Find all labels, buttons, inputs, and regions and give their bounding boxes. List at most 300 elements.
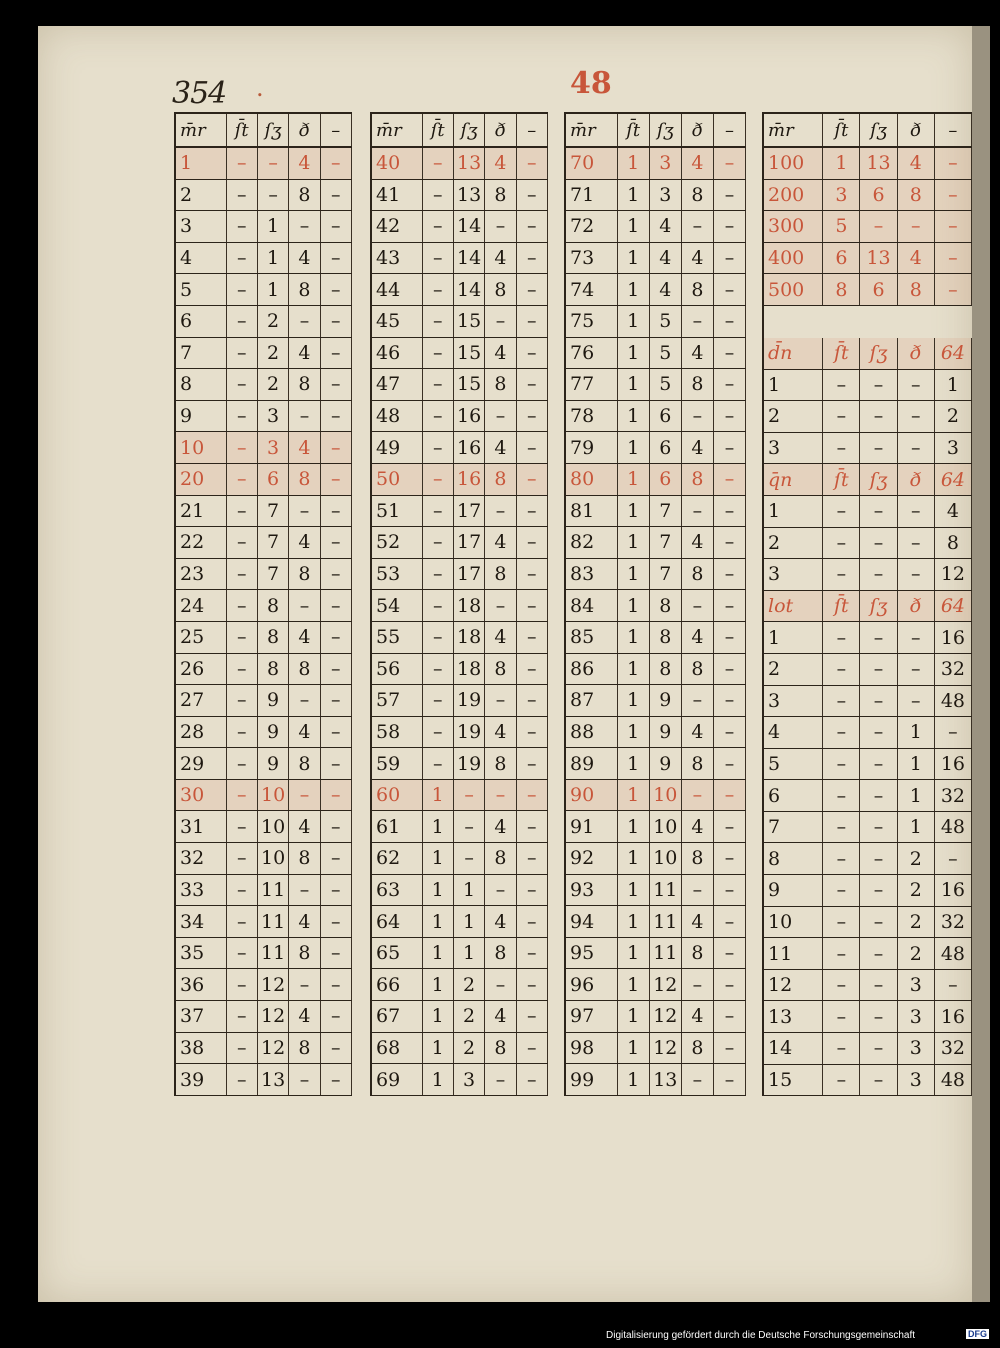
table-cell: 4 <box>485 338 516 369</box>
table-cell: ſʒ <box>860 338 897 369</box>
table-row <box>566 780 746 812</box>
table-cell: 1 <box>618 875 650 906</box>
table-cell: 89 <box>566 748 618 779</box>
table-cell: 4 <box>898 148 935 179</box>
table-row <box>176 401 352 433</box>
table-cell: 2 <box>258 306 289 337</box>
table-row <box>566 274 746 306</box>
table-cell: 10 <box>258 811 289 842</box>
table-cell: – <box>714 780 746 811</box>
table-cell: – <box>682 1064 714 1095</box>
table-cell: 10 <box>258 780 289 811</box>
table-cell: – <box>898 370 935 401</box>
table-cell: 1 <box>618 274 650 305</box>
table-cell: – <box>321 748 352 779</box>
table-cell: 1 <box>454 938 485 969</box>
table-cell: – <box>227 843 258 874</box>
table-cell: 4 <box>682 811 714 842</box>
table-cell: 1 <box>618 527 650 558</box>
table-cell: – <box>517 306 548 337</box>
table-cell: 1 <box>618 338 650 369</box>
table-cell: 8 <box>682 369 714 400</box>
table-cell: – <box>823 686 860 717</box>
table-row <box>176 938 352 970</box>
table-cell: 48 <box>935 686 972 717</box>
table-cell: – <box>321 906 352 937</box>
table-cell: – <box>823 938 860 969</box>
header-cell: ſ̄t <box>618 114 650 146</box>
table-row <box>566 969 746 1001</box>
table-cell: – <box>714 274 746 305</box>
table-row <box>764 496 972 528</box>
table-cell: 14 <box>454 243 485 274</box>
table-cell: 3 <box>454 1064 485 1095</box>
table-cell: 9 <box>764 875 823 906</box>
table-cell: – <box>860 686 897 717</box>
table-cell: – <box>823 559 860 590</box>
table-cell: 8 <box>650 654 682 685</box>
table-cell: 7 <box>650 559 682 590</box>
table-row <box>764 148 972 180</box>
table-cell: – <box>823 812 860 843</box>
table-cell: ſ̄t <box>823 464 860 495</box>
table-cell: – <box>423 559 454 590</box>
table-cell: – <box>823 970 860 1001</box>
table-row <box>176 906 352 938</box>
table-row <box>566 938 746 970</box>
table-cell: – <box>227 496 258 527</box>
table-cell: 2 <box>898 907 935 938</box>
table-cell: 34 <box>176 906 227 937</box>
table-cell: 1 <box>423 780 454 811</box>
table-cell: – <box>289 780 320 811</box>
table-cell: – <box>423 527 454 558</box>
table-cell: 11 <box>764 938 823 969</box>
table-row <box>566 180 746 212</box>
table-cell: 8 <box>289 180 320 211</box>
table-cell: – <box>682 401 714 432</box>
table-cell: – <box>321 306 352 337</box>
table-cell: – <box>682 496 714 527</box>
table-cell: 1 <box>618 243 650 274</box>
table-cell: 99 <box>566 1064 618 1095</box>
table-cell: 13 <box>454 180 485 211</box>
table-cell: 8 <box>258 654 289 685</box>
table-cell: 1 <box>618 369 650 400</box>
table-cell: – <box>289 306 320 337</box>
table-cell: 1 <box>618 306 650 337</box>
table-cell: 13 <box>650 1064 682 1095</box>
table-row <box>764 875 972 907</box>
table-cell: – <box>321 274 352 305</box>
table-cell: 4 <box>935 496 972 527</box>
table-cell: 7 <box>650 527 682 558</box>
table-cell: – <box>898 401 935 432</box>
table-row <box>176 622 352 654</box>
table-cell: 91 <box>566 811 618 842</box>
table-cell: 61 <box>372 811 423 842</box>
table-cell: – <box>517 369 548 400</box>
table-cell: 24 <box>176 590 227 621</box>
table-cell: 11 <box>258 906 289 937</box>
table-cell: – <box>321 148 352 179</box>
table-cell: – <box>423 654 454 685</box>
table-cell: 1 <box>618 969 650 1000</box>
table-cell: 93 <box>566 875 618 906</box>
table-cell: – <box>321 559 352 590</box>
table-cell: 88 <box>566 717 618 748</box>
table-cell: 1 <box>823 148 860 179</box>
table-cell: 4 <box>485 622 516 653</box>
table-cell: – <box>485 401 516 432</box>
table-cell: – <box>860 1065 897 1096</box>
table-row <box>566 1001 746 1033</box>
table-cell: 8 <box>935 528 972 559</box>
table-cell: – <box>860 717 897 748</box>
table-row <box>764 970 972 1002</box>
table-cell: 84 <box>566 590 618 621</box>
table-cell: 8 <box>289 654 320 685</box>
table-cell: 1 <box>618 811 650 842</box>
table-cell: 16 <box>935 749 972 780</box>
table-cell: – <box>823 1033 860 1064</box>
table-cell: q̄n <box>764 464 823 495</box>
table-cell: – <box>714 875 746 906</box>
table-cell: 42 <box>372 211 423 242</box>
table-cell: – <box>321 211 352 242</box>
table-cell: – <box>423 717 454 748</box>
table-row <box>176 654 352 686</box>
page-number: 354 <box>172 76 227 111</box>
table-row <box>566 464 746 496</box>
table-cell: – <box>517 464 548 495</box>
table-cell: 3 <box>935 433 972 464</box>
table-cell: – <box>898 496 935 527</box>
folio-number: 48 <box>570 66 612 101</box>
table-row <box>566 148 746 180</box>
table-cell: 90 <box>566 780 618 811</box>
header-cell: ð <box>289 114 320 146</box>
table-cell: 4 <box>289 432 320 463</box>
table-cell: – <box>517 748 548 779</box>
table-row <box>764 780 972 812</box>
table-row <box>176 496 352 528</box>
table-cell: 66 <box>372 969 423 1000</box>
page-edge <box>972 26 990 1302</box>
table-cell: 1 <box>764 622 823 653</box>
table-cell: – <box>321 717 352 748</box>
table-cell: 22 <box>176 527 227 558</box>
table-row <box>372 243 548 275</box>
table-cell: – <box>485 685 516 716</box>
table-cell: – <box>714 180 746 211</box>
table-cell: 1 <box>764 496 823 527</box>
table-cell: 2 <box>764 401 823 432</box>
table-cell: – <box>454 780 485 811</box>
table-cell: – <box>517 211 548 242</box>
table-cell: 77 <box>566 369 618 400</box>
table-cell: – <box>289 590 320 621</box>
table-cell: 64 <box>935 591 972 622</box>
table-cell: 11 <box>258 938 289 969</box>
table-cell: – <box>423 180 454 211</box>
table-cell: 11 <box>650 938 682 969</box>
table-cell: – <box>227 622 258 653</box>
table-row <box>372 527 548 559</box>
table-cell: – <box>227 369 258 400</box>
table-cell: – <box>517 622 548 653</box>
header-cell: – <box>321 114 352 146</box>
table-cell: 48 <box>372 401 423 432</box>
table-cell: – <box>227 464 258 495</box>
header-cell: – <box>935 114 972 146</box>
table-cell: 8 <box>650 622 682 653</box>
table-cell: 2 <box>176 180 227 211</box>
table-cell: 4 <box>485 243 516 274</box>
table-cell: 9 <box>650 685 682 716</box>
table-cell: 8 <box>485 938 516 969</box>
table-cell: 85 <box>566 622 618 653</box>
table-cell: – <box>714 938 746 969</box>
table-row <box>372 969 548 1001</box>
table-cell: 8 <box>289 843 320 874</box>
table-cell: – <box>485 1064 516 1095</box>
table-cell: – <box>321 654 352 685</box>
table-cell: – <box>321 622 352 653</box>
table-cell: 5 <box>176 274 227 305</box>
table-cell: 19 <box>454 748 485 779</box>
table-cell: 1 <box>898 780 935 811</box>
table-cell: 8 <box>682 843 714 874</box>
table-cell: 4 <box>485 906 516 937</box>
header-cell: ſʒ <box>650 114 682 146</box>
table-cell: – <box>682 780 714 811</box>
table-cell: – <box>517 843 548 874</box>
table-cell: 10 <box>258 843 289 874</box>
table-cell: 16 <box>935 875 972 906</box>
table-row <box>372 843 548 875</box>
table-cell: – <box>321 938 352 969</box>
table-cell: – <box>227 590 258 621</box>
table-cell: 1 <box>898 812 935 843</box>
table-cell: 400 <box>764 243 823 274</box>
table-row <box>176 148 352 180</box>
table-cell: – <box>714 1064 746 1095</box>
table-cell: 8 <box>485 559 516 590</box>
table-cell: – <box>860 211 897 242</box>
header-cell: ſ̄t <box>227 114 258 146</box>
table-cell: ſ̄t <box>823 338 860 369</box>
table-cell: 41 <box>372 180 423 211</box>
table-cell: 1 <box>423 1001 454 1032</box>
table-cell: 4 <box>289 338 320 369</box>
table-cell: 4 <box>176 243 227 274</box>
table-cell: – <box>227 717 258 748</box>
table-cell: – <box>321 1001 352 1032</box>
table-cell: – <box>860 970 897 1001</box>
table-cell: – <box>714 369 746 400</box>
table-cell: – <box>714 654 746 685</box>
table-cell: 1 <box>423 843 454 874</box>
table-cell: – <box>860 654 897 685</box>
table-cell: – <box>227 748 258 779</box>
table-row <box>764 274 972 306</box>
table-row <box>372 211 548 243</box>
table-cell: 4 <box>289 906 320 937</box>
table-cell: 1 <box>618 211 650 242</box>
table-cell: 14 <box>454 274 485 305</box>
table-gap <box>764 306 972 338</box>
table-cell: – <box>517 906 548 937</box>
table-cell: 1 <box>618 496 650 527</box>
table-cell: 2 <box>898 843 935 874</box>
table-cell: 1 <box>176 148 227 179</box>
table-cell: 50 <box>372 464 423 495</box>
table-cell: – <box>485 969 516 1000</box>
table-cell: 1 <box>454 875 485 906</box>
table-cell: 32 <box>935 654 972 685</box>
table-cell: 16 <box>935 622 972 653</box>
table-cell: 1 <box>618 401 650 432</box>
table-cell: 9 <box>258 717 289 748</box>
table-cell: 45 <box>372 306 423 337</box>
table-cell: 49 <box>372 432 423 463</box>
table-row <box>566 748 746 780</box>
table-cell: – <box>227 306 258 337</box>
table-cell: – <box>935 274 972 305</box>
table-cell: 26 <box>176 654 227 685</box>
table-cell: ð <box>898 338 935 369</box>
table-cell: – <box>823 749 860 780</box>
table-row <box>176 1064 352 1096</box>
table-row <box>176 590 352 622</box>
table-row <box>566 527 746 559</box>
table-cell: 4 <box>682 432 714 463</box>
table-row <box>566 338 746 370</box>
table-cell: 8 <box>485 843 516 874</box>
table-cell: ſʒ <box>860 591 897 622</box>
table-cell: 80 <box>566 464 618 495</box>
table-cell: 4 <box>485 432 516 463</box>
table-cell: 8 <box>682 748 714 779</box>
table-cell: – <box>321 432 352 463</box>
table-cell: 3 <box>898 970 935 1001</box>
table-row <box>372 748 548 780</box>
table-cell: 8 <box>258 622 289 653</box>
table-cell: – <box>517 717 548 748</box>
table-cell: 8 <box>682 464 714 495</box>
subtable-header-row <box>764 591 972 623</box>
table-cell: 64 <box>935 338 972 369</box>
table-cell: 8 <box>289 559 320 590</box>
table-cell: 12 <box>650 969 682 1000</box>
table-cell: 8 <box>485 369 516 400</box>
table-row <box>566 843 746 875</box>
table-cell: 1 <box>618 654 650 685</box>
table-cell: 11 <box>650 906 682 937</box>
table-cell: – <box>823 528 860 559</box>
table-cell: 1 <box>423 906 454 937</box>
table-cell: – <box>227 527 258 558</box>
subtable-header-row <box>764 338 972 370</box>
table-cell: – <box>485 780 516 811</box>
table-cell: – <box>714 685 746 716</box>
table-cell: – <box>714 306 746 337</box>
table-row <box>176 432 352 464</box>
table-cell: – <box>823 654 860 685</box>
table-cell: 8 <box>650 590 682 621</box>
table-row <box>764 559 972 591</box>
table-cell: 4 <box>485 148 516 179</box>
table-row <box>176 338 352 370</box>
table-cell: – <box>898 686 935 717</box>
table-cell: 4 <box>682 243 714 274</box>
table-cell: 55 <box>372 622 423 653</box>
table-cell: 6 <box>258 464 289 495</box>
table-cell: 48 <box>935 938 972 969</box>
table-cell: 57 <box>372 685 423 716</box>
table-cell: 10 <box>650 811 682 842</box>
table-header <box>566 112 746 148</box>
table-cell: 4 <box>289 622 320 653</box>
table-cell: 1 <box>423 811 454 842</box>
table-cell: – <box>860 496 897 527</box>
table-row <box>176 306 352 338</box>
table-cell: 10 <box>650 780 682 811</box>
table-cell: 5 <box>650 369 682 400</box>
table-cell: 6 <box>650 401 682 432</box>
table-cell: 8 <box>682 938 714 969</box>
table-row <box>764 622 972 654</box>
table-cell: 98 <box>566 1033 618 1064</box>
table-cell: 2 <box>454 969 485 1000</box>
table-cell: 12 <box>650 1001 682 1032</box>
table-cell: 3 <box>764 433 823 464</box>
table-row <box>176 211 352 243</box>
table-cell: 30 <box>176 780 227 811</box>
table-cell: 1 <box>764 370 823 401</box>
table-row <box>176 274 352 306</box>
table-cell: 87 <box>566 685 618 716</box>
table-row <box>566 306 746 338</box>
table-row <box>176 559 352 591</box>
table-row <box>372 811 548 843</box>
table-row <box>372 1001 548 1033</box>
table-cell: – <box>714 338 746 369</box>
table-cell: – <box>898 433 935 464</box>
table-cell: 3 <box>764 686 823 717</box>
table-cell: – <box>321 496 352 527</box>
table-cell: 8 <box>682 274 714 305</box>
table-cell: 17 <box>454 496 485 527</box>
table-cell: – <box>227 1033 258 1064</box>
table-cell: – <box>714 559 746 590</box>
table-cell: 72 <box>566 211 618 242</box>
table-cell: – <box>714 464 746 495</box>
table-cell: 25 <box>176 622 227 653</box>
table-cell: 19 <box>454 717 485 748</box>
table-cell: – <box>227 559 258 590</box>
table-cell: 17 <box>454 527 485 558</box>
table-cell: 58 <box>372 717 423 748</box>
header-cell: m̄r <box>566 114 618 146</box>
table-cell: 1 <box>423 1064 454 1095</box>
table-cell: 16 <box>454 432 485 463</box>
table-row <box>764 749 972 781</box>
table-cell: 3 <box>258 432 289 463</box>
table-cell: 4 <box>485 527 516 558</box>
table-cell: – <box>423 369 454 400</box>
